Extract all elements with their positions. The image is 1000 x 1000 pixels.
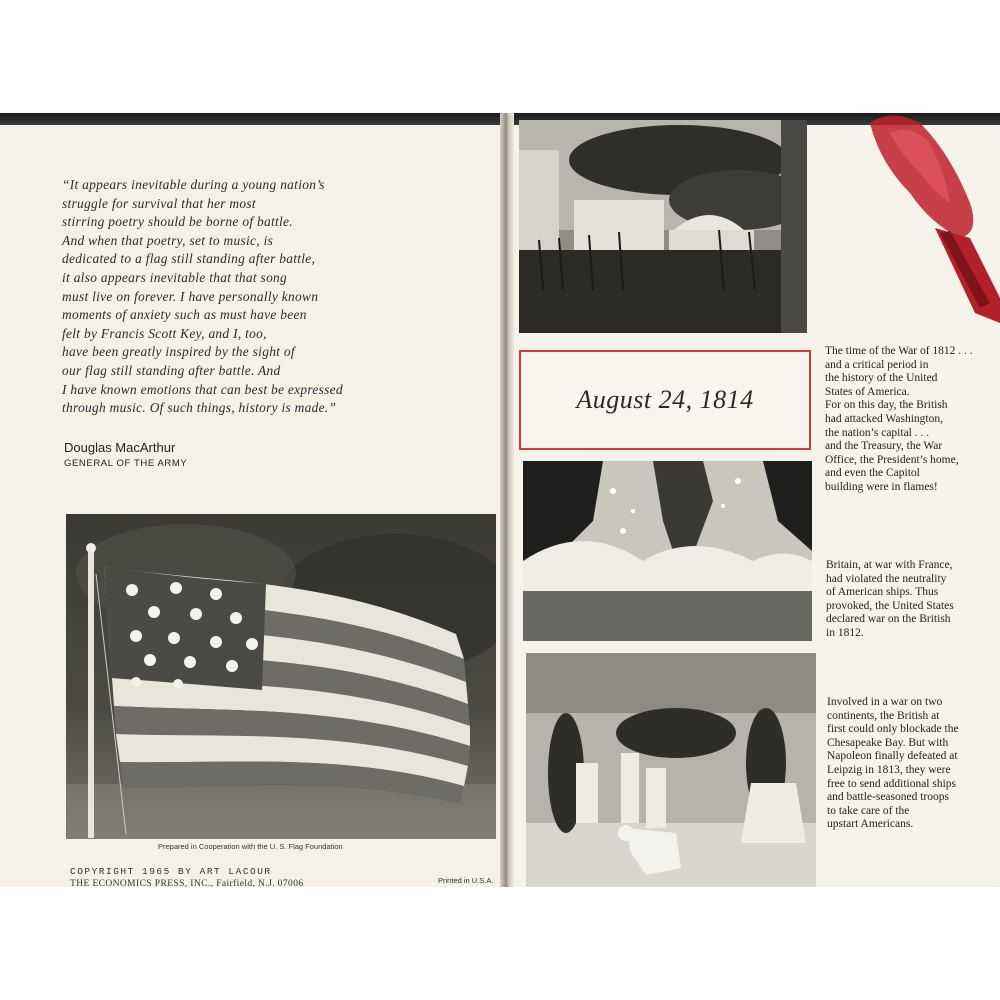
paragraph-war-of-1812: [825, 345, 973, 495]
quote-line: must live on forever. I have personally known: [62, 288, 319, 304]
quote-line: “It appears inevitable during a young nation’s: [62, 177, 325, 192]
paragraph-britain-france: [826, 559, 954, 641]
quote-line: dedicated to a flag still standing after battle,: [62, 251, 316, 267]
paragraph-line: For on this day, the British: [825, 399, 948, 412]
paragraph-line: of American ships. Thus: [826, 586, 939, 599]
paragraph-line: provoked, the United States: [826, 599, 954, 612]
paragraph-line: Napoleon finally defeated at: [827, 750, 958, 763]
quote-line: it also appears inevitable that that song: [62, 269, 288, 285]
flag-caption: Prepared in Cooperation with the U. S. Flag Foundation: [158, 842, 343, 851]
quote-author: Douglas MacArthur: [64, 440, 176, 455]
paragraph-line: building were in flames!: [825, 480, 938, 493]
paragraph-line: Office, the President’s home,: [825, 453, 959, 466]
paragraph-line: the nation’s capital . . .: [825, 426, 930, 439]
paragraph-line: Involved in a war on two: [827, 696, 943, 708]
date-heading-box: [519, 350, 811, 450]
paragraph-line: Britain, at war with France,: [826, 559, 953, 571]
burning-capitol-illustration: [519, 120, 807, 333]
paragraph-line: to take care of the: [827, 804, 910, 817]
flag-illustration: [66, 514, 496, 839]
paragraph-line: and the Treasury, the War: [825, 440, 943, 453]
quote-line: through music. Of such things, history is made.”: [62, 400, 337, 416]
quote-line: struggle for survival that her most: [62, 195, 256, 211]
quote-line: our flag still standing after battle. And: [62, 362, 281, 378]
paragraph-line: first could only blockade the: [827, 723, 959, 736]
fire-illustration: [523, 461, 812, 641]
quote-line: I have known emotions that can best be expressed: [62, 381, 343, 397]
quote-line: moments of anxiety such as must have been: [62, 307, 307, 323]
macarthur-quote: [62, 176, 412, 418]
quote-line: have been greatly inspired by the sight of: [62, 344, 295, 360]
paragraph-line: and even the Capitol: [825, 467, 920, 480]
date-heading: August 24, 1814: [576, 385, 754, 414]
crowd-illustration: [526, 653, 816, 887]
paragraph-line: had attacked Washington,: [825, 412, 943, 425]
paragraph-line: and a critical period in: [825, 358, 929, 371]
paragraph-line: upstart Americans.: [827, 818, 914, 831]
paragraph-line: Chesapeake Bay. But with: [827, 736, 949, 749]
quote-line: felt by Francis Scott Key, and I, too,: [62, 325, 267, 341]
quote-line: stirring poetry should be borne of battle.: [62, 214, 293, 230]
paragraph-line: had violated the neutrality: [826, 572, 947, 585]
paragraph-line: in 1812.: [826, 626, 864, 639]
paragraph-line: States of America.: [825, 385, 910, 398]
paragraph-line: The time of the War of 1812 . . .: [825, 345, 973, 357]
quote-line: And when that poetry, set to music, is: [62, 232, 274, 248]
paragraph-line: continents, the British at: [827, 709, 940, 722]
paragraph-line: the history of the United: [825, 372, 938, 385]
torch-illustration: [850, 113, 1000, 323]
paragraph-line: Leipzig in 1813, they were: [827, 763, 951, 776]
paragraph-two-continents: [827, 696, 959, 832]
author-title: GENERAL OF THE ARMY: [64, 458, 188, 469]
paragraph-line: and battle-seasoned troops: [827, 791, 949, 804]
book-gutter: [500, 113, 514, 887]
publisher-line: THE ECONOMICS PRESS, INC., Fairfield, N.J. 07006: [70, 879, 304, 887]
copyright-line: COPYRIGHT 1965 BY ART LACOUR: [70, 866, 272, 877]
paragraph-line: declared war on the British: [826, 613, 951, 626]
printed-in-usa: Printed in U.S.A.: [438, 876, 494, 885]
paragraph-line: free to send additional ships: [827, 777, 957, 790]
